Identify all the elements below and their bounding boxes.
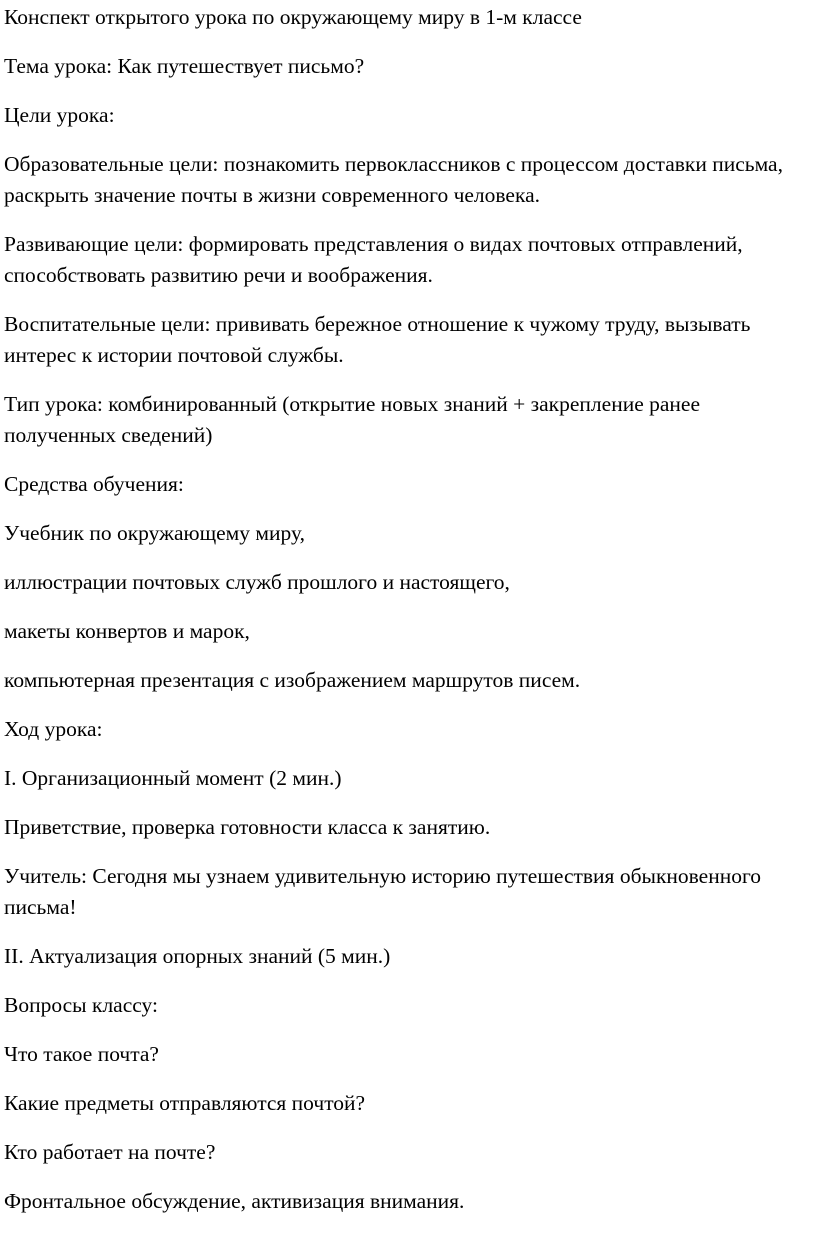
educational-goals: Образовательные цели: познакомить первоклассников с процессом доставки письма, раскрыть значение почты в жизни современного человека. xyxy=(4,152,783,207)
teaching-aid-item: макеты конвертов и марок, xyxy=(4,619,250,643)
question-item: Какие предметы отправляются почтой? xyxy=(4,1091,366,1115)
lesson-topic: Тема урока: Как путешествует письмо? xyxy=(4,54,365,78)
teaching-aid-item: иллюстрации почтовых служб прошлого и настоящего, xyxy=(4,570,510,594)
lesson-flow-heading: Ход урока: xyxy=(4,717,103,741)
paragraph: Приветствие, проверка готовности класса к занятию. xyxy=(4,815,491,839)
section-heading: I. Организационный момент (2 мин.) xyxy=(4,766,342,790)
teaching-aid-item: компьютерная презентация с изображением маршрутов писем. xyxy=(4,668,581,692)
document-title: Конспект открытого урока по окружающему миру в 1-м классе xyxy=(4,5,582,29)
teaching-aid-item: Учебник по окружающему миру, xyxy=(4,521,305,545)
paragraph: Фронтальное обсуждение, активизация внимания. xyxy=(4,1189,465,1213)
upbringing-goals: Воспитательные цели: прививать бережное отношение к чужому труду, вызывать интерес к истории почтовой службы. xyxy=(4,312,751,367)
lesson-type: Тип урока: комбинированный (открытие новых знаний + закрепление ранее полученных сведений) xyxy=(4,392,701,447)
question-item: Кто работает на почте? xyxy=(4,1140,216,1164)
teaching-aids-heading: Средства обучения: xyxy=(4,472,184,496)
question-item: Что такое почта? xyxy=(4,1042,159,1066)
developmental-goals: Развивающие цели: формировать представления о видах почтовых отправлений, способствовать развитию речи и воображения. xyxy=(4,232,743,287)
teacher-quote: Учитель: Сегодня мы узнаем удивительную историю путешествия обыкновенного письма! xyxy=(4,864,762,919)
section-heading: II. Актуализация опорных знаний (5 мин.) xyxy=(4,944,391,968)
goals-heading: Цели урока: xyxy=(4,103,115,127)
questions-heading: Вопросы классу: xyxy=(4,993,158,1017)
